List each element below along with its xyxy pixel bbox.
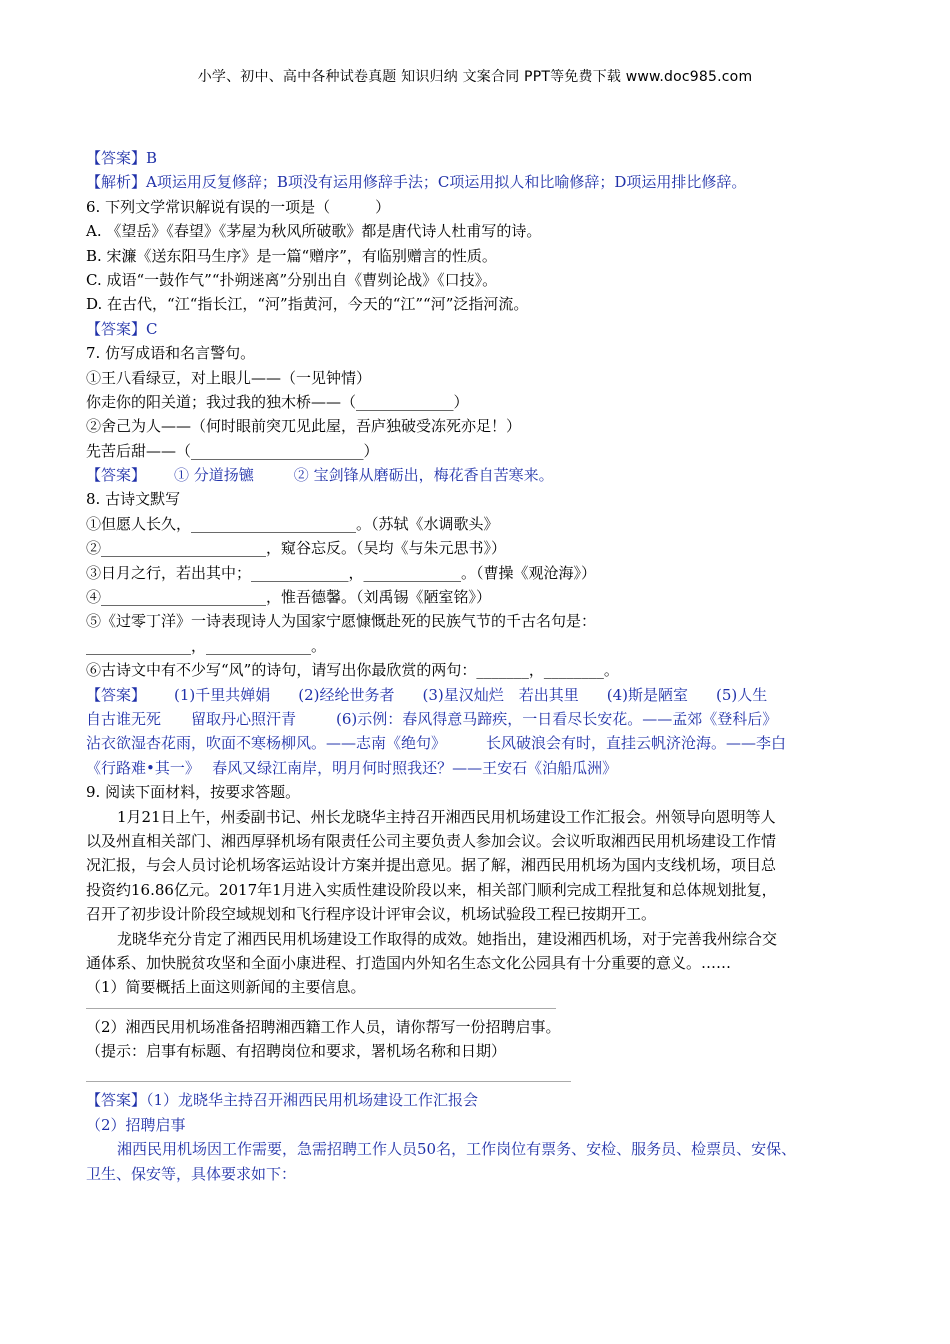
- q6-option-d: D. 在古代，“江“指长江，“河”指黄河，今天的“江”“河”泛指河流。: [86, 295, 529, 314]
- q8-line-1: ①但愿人长久，______________________。（苏轼《水调歌头》: [86, 514, 499, 533]
- q8-answer-4: (4)斯是陋室: [606, 685, 689, 704]
- q9-paragraph-1-line: 召开了初步设计阶段空域规划和飞行程序设计评审会议，机场试验段工程已按期开工。: [86, 905, 657, 924]
- q8-line-6: ______________，______________。: [86, 636, 327, 655]
- q9-paragraph-1-line: 以及州直相关部门、湘西厚驿机场有限责任公司主要负责人参加会议。会议听取湘西民用机场建设工作情: [86, 831, 777, 850]
- q9-paragraph-2-line: 龙晓华充分肯定了湘西民用机场建设工作取得的成效。她指出，建设湘西机场，对于完善我州综合交: [117, 929, 778, 948]
- answer-label: 【答案】: [86, 466, 147, 485]
- q9-answer-1: 【答案】（1）龙晓华主持召开湘西民用机场建设工作汇报会: [86, 1091, 479, 1110]
- q9-paragraph-2-line: 通体系、加快脱贫攻坚和全面小康进程、打造国内外知名生态文化公园具有十分重要的意义。……: [86, 953, 732, 972]
- q8-answer-5: (5)人生: [716, 685, 768, 704]
- q9-answer-2-body: 湘西民用机场因工作需要，急需招聘工作人员50名，工作岗位有票务、安检、服务员、检票员、安保、: [117, 1140, 797, 1159]
- q6-option-a: A. 《望岳》《春望》《茅屋为秋风所破歌》都是唐代诗人杜甫写的诗。: [86, 222, 542, 241]
- q9-paragraph-1-line: 1月21日上午，州委副书记、州长龙晓华主持召开湘西民用机场建设工作汇报会。州领导向恩明等人: [117, 807, 776, 826]
- q7-line-1: ①王八看绿豆，对上眼儿——（一见钟情）: [86, 368, 372, 387]
- q8-line-3: ③日月之行，若出其中；_____________，_____________。（曹操《观沧海》）: [86, 563, 597, 582]
- document-body: [86, 146, 866, 1186]
- q6-option-c: C. 成语“一鼓作气”“扑朔迷离”分别出自《曹刿论战》《口技》。: [86, 270, 498, 289]
- q8-answer-6-c: 长风破浪会有时，直挂云帆济沧海。——李白: [486, 734, 787, 753]
- q9-paragraph-1-line: 况汇报，与会人员讨论机场客运站设计方案并提出意见。据了解，湘西民用机场为国内支线机场，项目总: [86, 856, 777, 875]
- q7-answer-b: ② 宝剑锋从磨砺出，梅花香自苦寒来。: [293, 466, 554, 485]
- q9-hint: （提示：启事有标题、有招聘岗位和要求，署机场名称和日期）: [86, 1042, 507, 1061]
- q5-analysis: 【解析】A项运用反复修辞；B项没有运用修辞手法；C项运用拟人和比喻修辞；D项运用排比修辞。: [86, 173, 747, 192]
- q8-line-2: ②______________________，窥谷忘反。（吴均《与朱元思书》）: [86, 539, 507, 558]
- q8-answer-line-4: 《行路难•其一》 春风又绿江南岸，明月何时照我还？——王安石《泊船瓜洲》: [86, 758, 618, 777]
- q5-answer: 【答案】B: [86, 149, 158, 167]
- q7-answer: [86, 463, 866, 487]
- q9-sub-question-1: （1）简要概括上面这则新闻的主要信息。: [86, 978, 366, 997]
- q8-line-4: ④______________________，惟吾德馨。（刘禹锡《陋室铭》）: [86, 588, 492, 607]
- q8-line-5: ⑤《过零丁洋》一诗表现诗人为国家宁愿慷慨赴死的民族气节的千古名句是：: [86, 612, 597, 631]
- q8-answer-1: (1)千里共婵娟: [174, 685, 271, 704]
- q9-sub-question-2: （2）湘西民用机场准备招聘湘西籍工作人员，请你帮写一份招聘启事。: [86, 1017, 561, 1036]
- q7-line-2: 你走你的阳关道；我过我的独木桥——（_____________）: [86, 392, 469, 411]
- q8-answer-6-b: 沾衣欲湿杏花雨，吹面不寒杨柳风。——志南《绝句》: [86, 734, 447, 753]
- q8-answer-5-rest: 自古谁无死 留取丹心照汗青: [86, 709, 297, 728]
- q9-answer-2-title: （2）招聘启事: [86, 1115, 186, 1134]
- q7-line-3: ②舍己为人——（何时眼前突兀见此屋，吾庐独破受冻死亦足！）: [86, 417, 522, 436]
- answer-label: 【答案】: [86, 685, 147, 704]
- q8-line-7: ⑥古诗文中有不少写“风”的诗句，请写出你最欣赏的两句：_______，________。: [86, 661, 619, 680]
- q8-stem: 8. 古诗文默写: [86, 490, 181, 509]
- q8-answer-2: (2)经纶世务者: [298, 685, 395, 704]
- q7-answer-a: ① 分道扬镳: [174, 466, 254, 485]
- q9-paragraph-1-line: 投资约16.86亿元。2017年1月进入实质性建设阶段以来，相关部门顺利完成工程批复和总体规划批复，: [86, 880, 777, 899]
- q8-answer-line-3: [86, 731, 866, 755]
- q6-stem: 6. 下列文学常识解说有误的一项是（ ）: [86, 197, 391, 216]
- q8-answer-3: (3)星汉灿烂 若出其里: [422, 685, 579, 704]
- q7-line-4: 先苦后甜——（_______________________）: [86, 441, 379, 460]
- q9-answer-2-body: 卫生、保安等，具体要求如下：: [86, 1164, 297, 1183]
- q6-answer: 【答案】C: [86, 319, 158, 338]
- q9-stem: 9. 阅读下面材料，按要求答题。: [86, 783, 301, 802]
- answer-line: [86, 1081, 571, 1082]
- q6-option-b: B. 宋濂《送东阳马生序》是一篇“赠序”，有临别赠言的性质。: [86, 246, 497, 265]
- q8-answer-6: (6)示例：春风得意马蹄疾，一日看尽长安花。——孟郊《登科后》: [336, 709, 778, 728]
- q8-answer-line-2: [86, 707, 866, 731]
- answer-line: [86, 1008, 556, 1009]
- q8-answer-line-1: [86, 683, 866, 707]
- q7-stem: 7. 仿写成语和名言警句。: [86, 344, 256, 363]
- page-header: 小学、初中、高中各种试卷真题 知识归纳 文案合同 PPT等免费下载 www.doc985.com: [197, 69, 753, 85]
